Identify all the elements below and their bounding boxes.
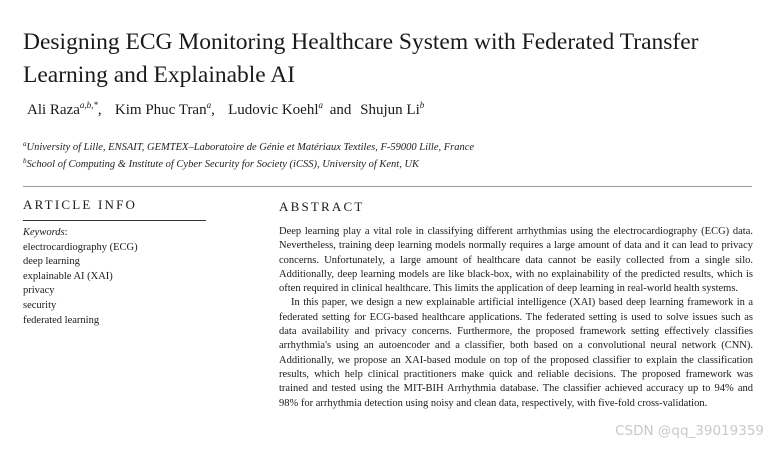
abstract-paragraph: In this paper, we design a new explainable artificial intelligence (XAI) based deep learning framework in a federated setting for ECG-based healthcare applications. The federated setting is used to solve issues such as data availability and privacy concerns. Furthermore, the proposed framework setting effectively classifies arrhythmia's using an autoencoder and a classifier, both based on a convolutional neural network (CNN). Additionally, we propose an XAI-based module on top of the proposed classifier to explain the classification results, which help clinical practitioners make quick and reliable decisions. The proposed framework was trained and tested using the MIT-BIH Arrhythmia database. The classifier achieved accuracy up to 94% and 98% for arrhythmia detection using noisy and clean data, respectively, with five-fold cross-validation. <box>279 297 753 409</box>
keyword: privacy <box>23 285 55 297</box>
article-info-divider <box>23 220 206 221</box>
article-info-heading: ARTICLE INFO <box>23 197 138 212</box>
keyword: federated learning <box>23 314 100 326</box>
author: Ali Raza$^{a,b,*}$, <box>27 100 102 118</box>
author: Ludovic Koehl$^a$ <box>228 100 323 118</box>
author: Shujun Li$^b$ <box>360 100 425 118</box>
watermark: CSDN @qq_39019359 <box>615 423 764 439</box>
author-affiliation-marker: a,b,* <box>79 100 98 110</box>
keywords-block: Keywords: electrocardiography (ECG) deep learning explainable AI (XAI) privacy security federated learning <box>23 226 213 328</box>
keyword: deep learning <box>23 256 80 268</box>
affiliation: $^b$School of Computing & Institute of Cyber Security for Society (iCSS), University of Kent, UK <box>23 157 420 170</box>
author: Kim Phuc Tran$^a$, <box>114 100 215 118</box>
author-affiliation-marker: b <box>419 100 425 110</box>
author-affiliation-marker: a <box>318 100 323 110</box>
abstract-paragraph: Deep learning play a vital role in classifying different arrhythmias using the electrocardiography (ECG) data. Nevertheless, training deep learning models normally requires a large amount of data and it can lead to privacy concerns. Unfortunately, a large amount of healthcare data cannot be easily collected from a single silo. Additionally, deep learning models are like black-box, with no explainability of the predicted results, which is often required in clinical healthcare. This limits the application of deep learning in real-world health systems. <box>279 226 753 295</box>
author-list <box>27 100 426 120</box>
affiliation: $^a$University of Lille, ENSAIT, GEMTEX–Laboratoire de Génie et Matériaux Textiles, F-59000 Lille, France <box>23 140 475 153</box>
abstract-body <box>279 225 753 411</box>
paper-title: Designing ECG Monitoring Healthcare System with Federated Transfer Learning and Explainable AI <box>23 29 699 88</box>
author-affiliation-marker: a <box>206 100 212 110</box>
keywords-label: Keywords <box>23 227 65 238</box>
abstract-heading: ABSTRACT <box>279 199 365 214</box>
keyword: explainable AI (XAI) <box>23 270 113 282</box>
keyword: security <box>23 299 57 311</box>
author-conjunction: and <box>329 102 352 118</box>
keyword: electrocardiography (ECG) <box>23 241 138 253</box>
header-divider <box>23 186 752 187</box>
